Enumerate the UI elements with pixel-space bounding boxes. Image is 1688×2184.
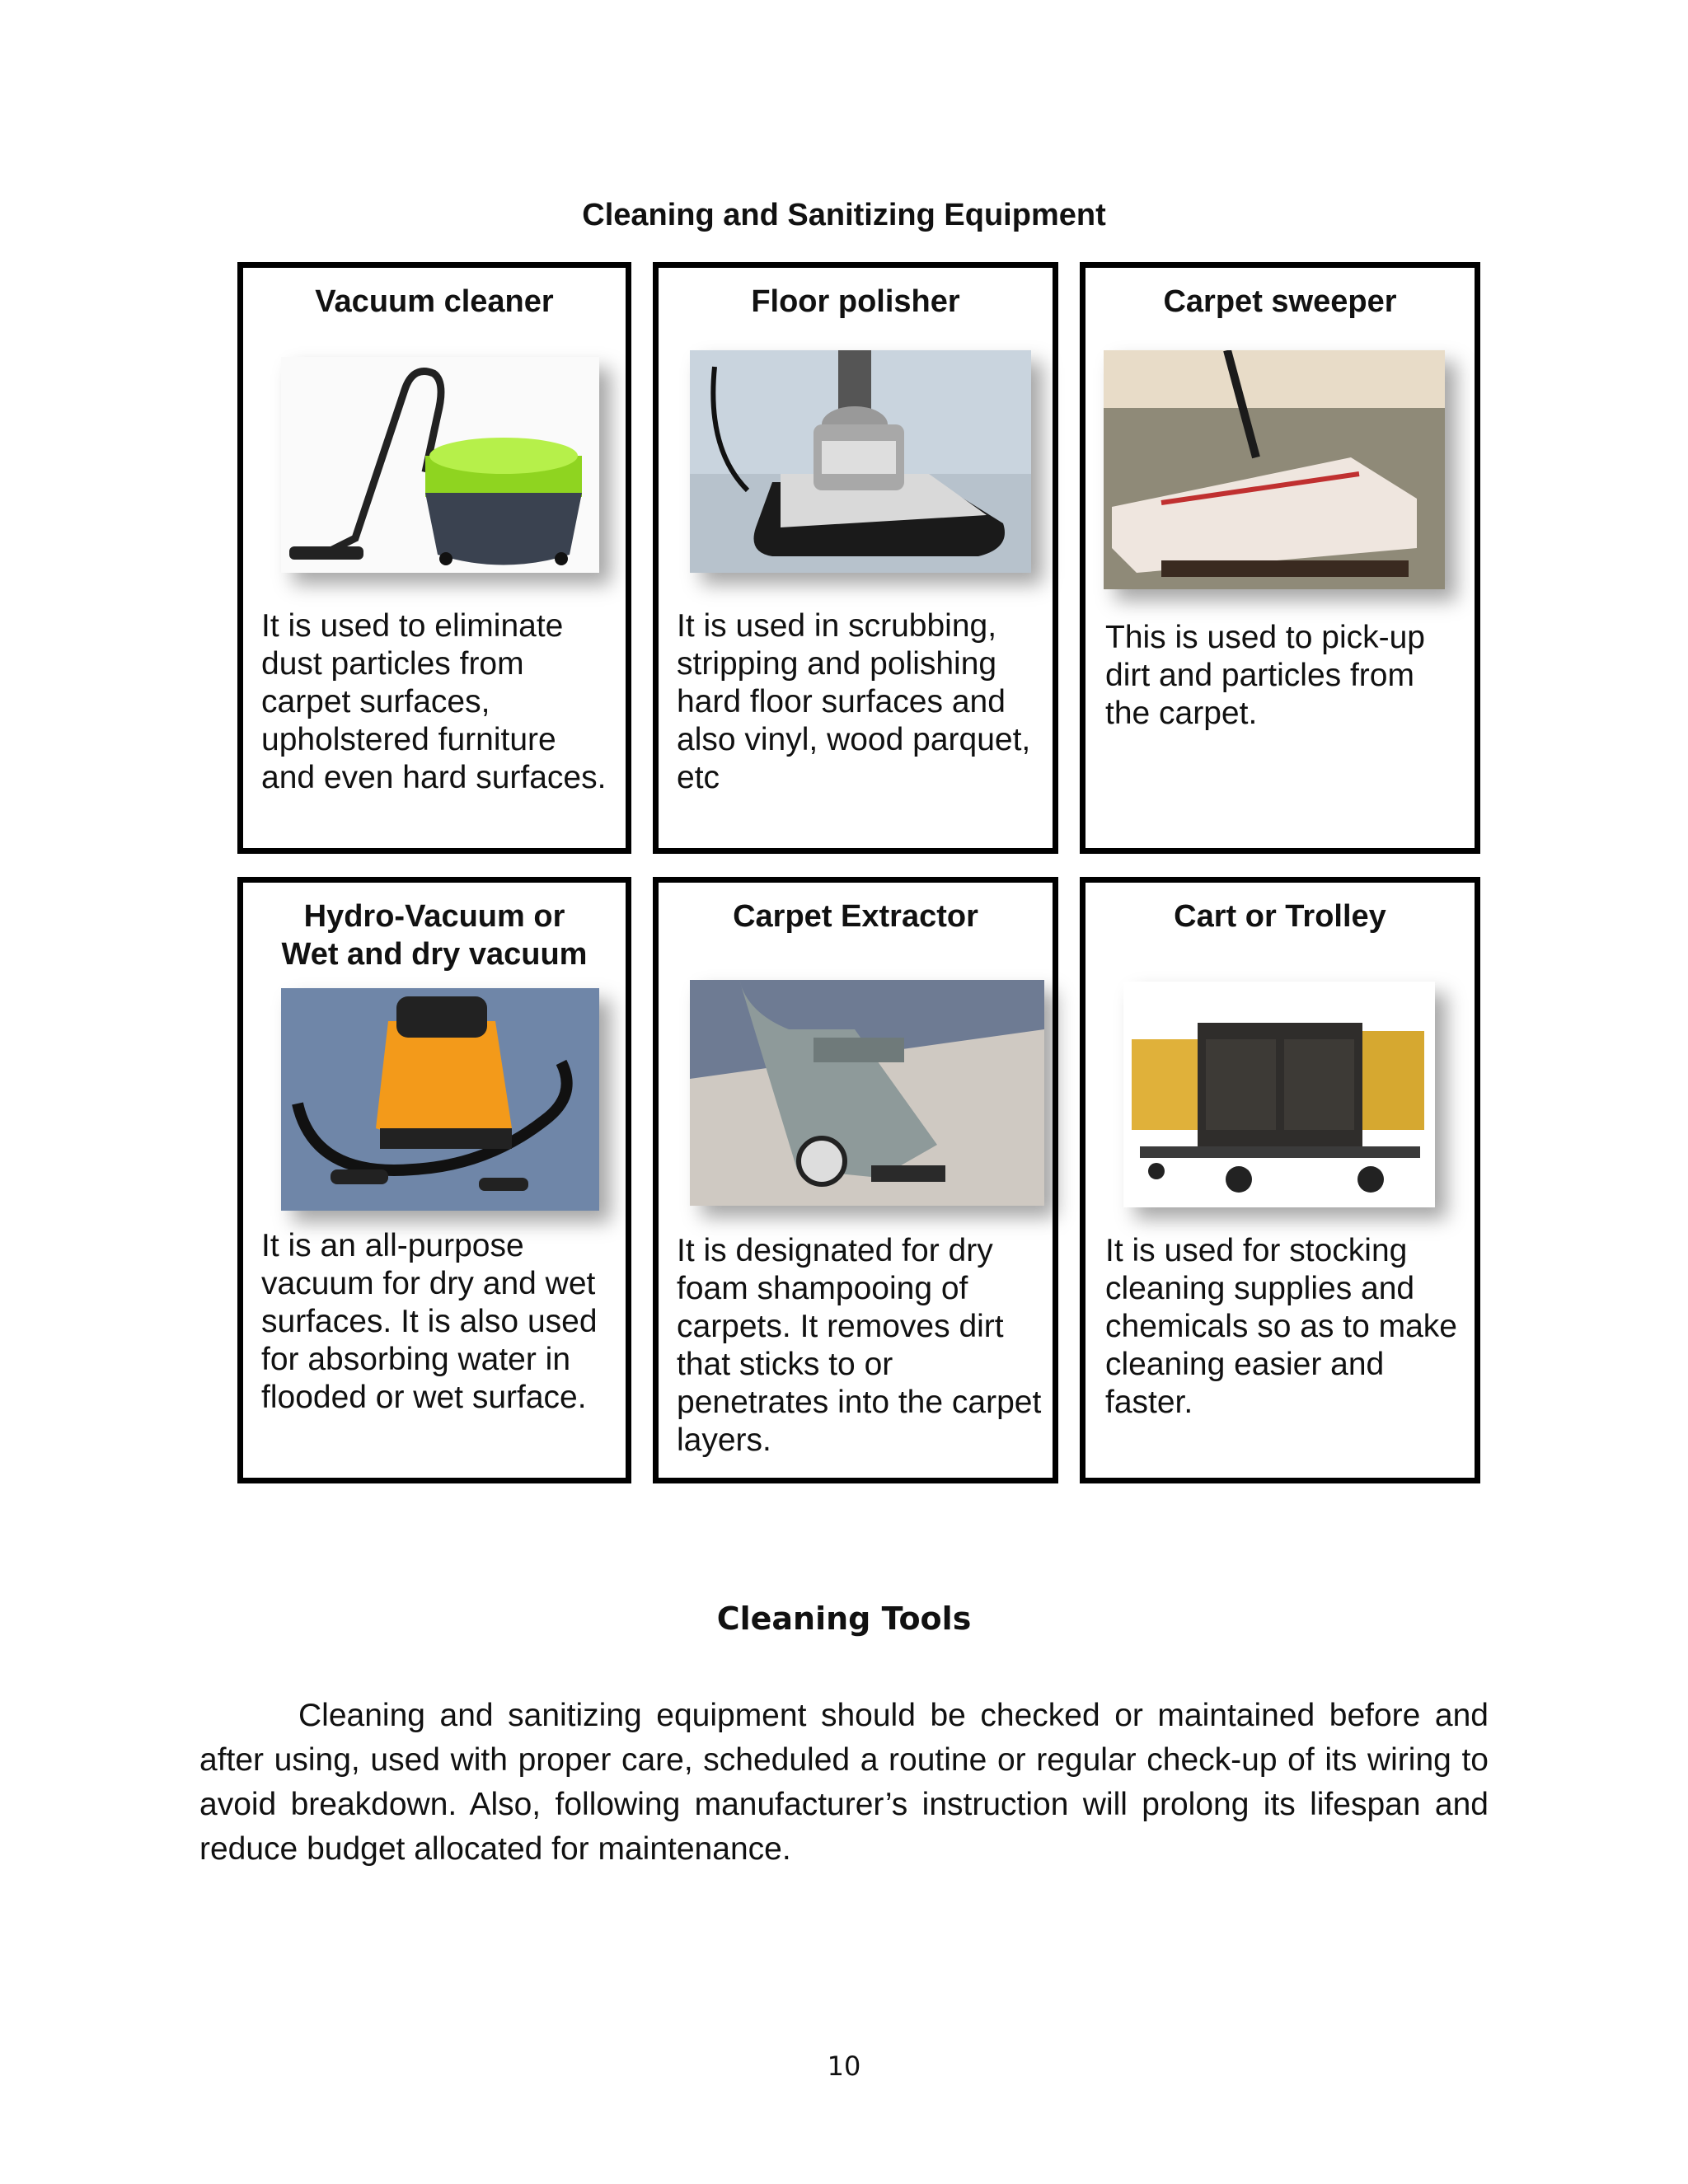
card-title: Carpet sweeper	[1163, 284, 1397, 319]
floor-polisher-photo	[690, 350, 1031, 573]
card-description: This is used to pick-up dirt and particles from the carpet.	[1105, 620, 1426, 731]
equipment-card-cleaning-cart	[1080, 877, 1480, 1483]
card-description: It is designated for dry foam shampooing of carpets. It removes dirt that sticks to or penetrates into the carpet layers.	[677, 1233, 1042, 1458]
card-description: It is used for stocking cleaning supplies and chemicals so as to make cleaning easier and faster.	[1105, 1233, 1458, 1420]
equipment-card-wet-dry-vacuum	[237, 877, 631, 1483]
card-description: It is an all-purpose vacuum for dry and wet surfaces. It is also used for absorbing water in flooded or wet surface.	[261, 1228, 598, 1415]
carpet-extractor-photo	[690, 980, 1044, 1206]
equipment-card-vacuum-cleaner	[237, 262, 631, 854]
equipment-card-carpet-extractor	[653, 877, 1058, 1483]
equipment-card-carpet-sweeper	[1080, 262, 1480, 854]
card-title: Vacuum cleaner	[315, 284, 554, 319]
section-title: Cleaning Tools	[716, 1601, 972, 1637]
body-paragraph: Cleaning and sanitizing equipment should be checked or maintained before and after using, used with proper care, scheduled a routine or regular check-up of its wiring to avoid breakdown. Also, following manufacturer’s instruction will prolong its lifespan and reduce budget allocated for maintenance.	[199, 1698, 1489, 1867]
carpet-sweeper-photo	[1104, 350, 1445, 589]
page-title: Cleaning and Sanitizing Equipment	[582, 198, 1106, 232]
page-number: 10	[827, 2050, 861, 2082]
wet-dry-vacuum-photo	[281, 988, 599, 1211]
card-title: Cart or Trolley	[1174, 899, 1386, 934]
card-description: It is used to eliminate dust particles from carpet surfaces, upholstered furniture and even hard surfaces.	[261, 608, 607, 795]
card-title: Hydro-Vacuum or Wet and dry vacuum	[281, 899, 588, 972]
card-title: Carpet Extractor	[733, 899, 978, 934]
card-description: It is used in scrubbing, stripping and polishing hard floor surfaces and also vinyl, wood parquet, etc	[677, 608, 1031, 795]
cleaning-cart-photo	[1123, 982, 1435, 1207]
card-title: Floor polisher	[751, 284, 960, 319]
vacuum-cleaner-photo	[281, 357, 599, 573]
equipment-card-floor-polisher	[653, 262, 1058, 854]
